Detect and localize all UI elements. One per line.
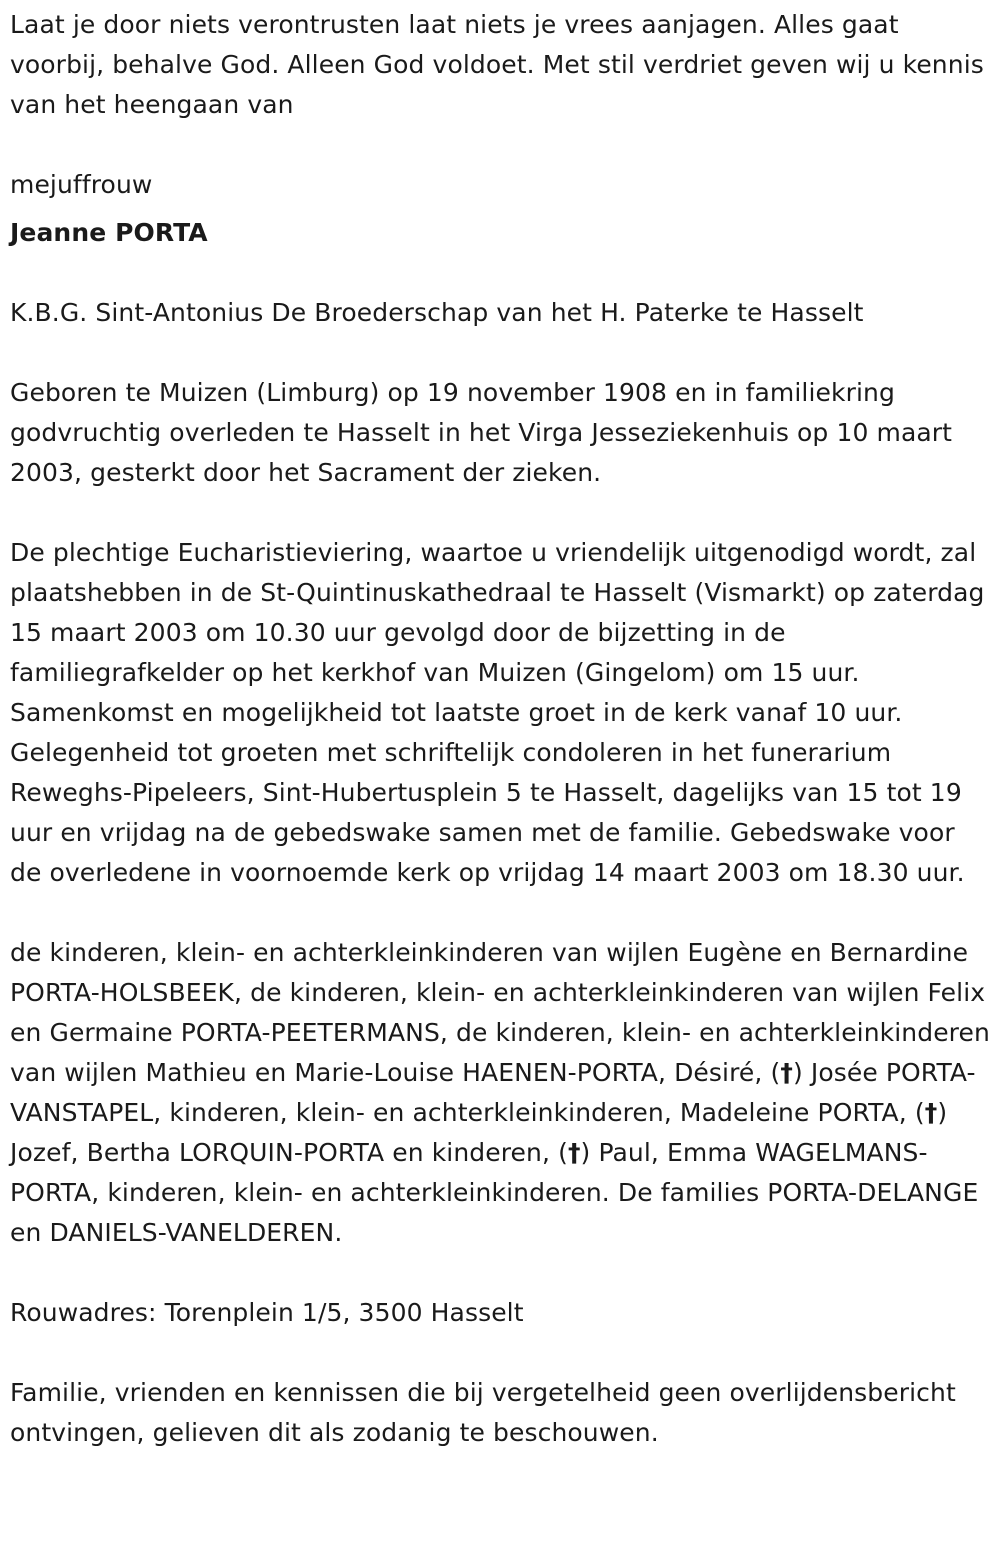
family-text-part2: ) Josée PORTA-VANSTAPEL, kinderen, klein- en achterkleinkinderen, Madeleine PORTA, ( bbox=[10, 1058, 976, 1127]
birth-death-paragraph: Geboren te Muizen (Limburg) op 19 november 1908 en in familiekring godvruchtig overleden te Hasselt in het Virga Jesseziekenhuis op 10 maart 2003, gesterkt door het Sacrament der zieken. bbox=[10, 378, 953, 487]
family-text-part3: ) Jozef, Bertha LORQUIN-PORTA en kinderen, ( bbox=[10, 1098, 948, 1167]
cross-icon: † bbox=[780, 1058, 793, 1087]
family-text-part4: ) Paul, Emma WAGELMANS-PORTA, kinderen, klein- en achterkleinkinderen. De families PORTA-DELANGE en DANIELS-VANELDEREN. bbox=[10, 1138, 979, 1247]
family-text-part1: de kinderen, klein- en achterkleinkinderen van wijlen Eugène en Bernardine PORTA-HOLSBEEK, de kinderen, klein- en achterkleinkinderen van wijlen Felix en Germaine PORTA-PEETERMANS, de kinderen, klein- en achterkleinkinderen van wijlen Mathieu en Marie-Louise HAENEN-PORTA, Désiré, ( bbox=[10, 938, 990, 1087]
mourning-address: Rouwadres: Torenplein 1/5, 3500 Hasselt bbox=[10, 1298, 524, 1327]
organization-paragraph: K.B.G. Sint-Antonius De Broederschap van het H. Paterke te Hasselt bbox=[10, 298, 864, 327]
cross-icon: † bbox=[567, 1138, 581, 1167]
closing-paragraph: Familie, vrienden en kennissen die bij vergetelheid geen overlijdensbericht ontvingen, gelieven dit als zodanig te beschouwen. bbox=[10, 1378, 956, 1447]
ceremony-paragraph: De plechtige Eucharistieviering, waartoe u vriendelijk uitgenodigd wordt, zal plaatshebben in de St-Quintinuskathedraal te Hasselt (Vismarkt) op zaterdag 15 maart 2003 om 10.30 uur gevolgd door de bijzetting in de familiegrafkelder op het kerkhof van Muizen (Gingelom) om 15 uur. Samenkomst en mogelijkheid tot laatste groet in de kerk vanaf 10 uur. Gelegenheid tot groeten met schriftelijk condoleren in het funerarium Reweghs-Pipeleers, Sint-Hubertusplein 5 te Hasselt, dagelijks van 15 tot 19 uur en vrijdag na de gebedswake samen met de familie. Gebedswake voor de overledene in voornoemde kerk op vrijdag 14 maart 2003 om 18.30 uur. bbox=[10, 538, 985, 887]
deceased-name: Jeanne PORTA bbox=[10, 218, 208, 247]
title-label: mejuffrouw bbox=[10, 170, 153, 199]
intro-paragraph: Laat je door niets verontrusten laat niets je vrees aanjagen. Alles gaat voorbij, behalve God. Alleen God voldoet. Met stil verdriet geven wij u kennis van het heengaan van bbox=[10, 10, 984, 119]
family-paragraph bbox=[10, 933, 990, 1253]
cross-icon: † bbox=[924, 1098, 938, 1127]
obituary-notice bbox=[10, 5, 990, 1453]
